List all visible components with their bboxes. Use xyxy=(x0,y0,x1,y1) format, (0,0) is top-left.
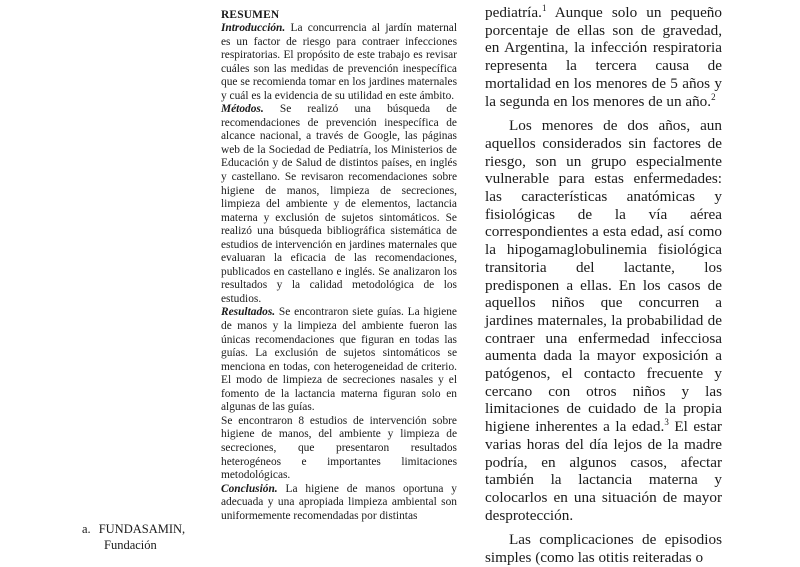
methods-text: Se realizó una búsqueda de recomendaciones de prevención inespecífica de alcance nacional, a través de Google, las páginas web de la Sociedad de Pediatría, los Ministerios de Educación y de Salud de distintos países, en inglés y castellano. Se revisaron recomendaciones sobre higiene de manos, limpieza de secreciones, limpieza del ambiente y de elementos, lactancia materna y exclusión de sujetos sintomáticos. Se realizó una búsqueda bibliográfica sistemática de estudios de intervención en jardines maternales que evaluaran la eficacia de las recomendaciones, publicados en castellano e inglés. Se analizaron los resultados y la calidad metodológica de los estudios. xyxy=(221,103,457,305)
results-text: Se encontraron siete guías. La higiene de manos y la limpieza del ambiente fueron las únicas recomendaciones que figuran en todas las guías. La exclusión de sujetos sintomáticos se menciona en todas, con heterogeneidad de criterio. El modo de limpieza de secreciones nasales y el fomento de la lactancia materna figuran solo en algunas de las guías. xyxy=(221,306,457,414)
citation-ref: 1 xyxy=(541,2,547,13)
abstract-results xyxy=(221,306,457,414)
footnote-line-1 xyxy=(82,521,212,537)
results-label: Resultados. xyxy=(221,306,276,319)
conclusion-label: Conclusión. xyxy=(221,482,278,495)
affiliation-footnote xyxy=(82,521,212,553)
body-p1-start: pediatría. xyxy=(485,4,542,21)
abstract-title: RESUMEN xyxy=(221,9,280,21)
footnote-line-2: Fundación xyxy=(104,538,157,552)
abstract-column xyxy=(221,8,457,523)
body-paragraph-2 xyxy=(485,117,722,524)
conclusion-text: La higiene de manos oportuna y adecuada y una apropiada limpieza ambiental son uniformemente recomendadas por distintas xyxy=(221,482,457,522)
footnote-mark: a. xyxy=(82,522,91,536)
body-p2-continued: El estar varias horas del día lejos de la madre podría, en algunos casos, afectar también la lactancia materna y colocarlos en una situación de mayor desprotección. xyxy=(485,418,722,524)
abstract-methods xyxy=(221,103,457,306)
abstract-introduction xyxy=(221,22,457,103)
body-paragraph-3: Las complicaciones de episodios simples (como las otitis reiteradas o xyxy=(485,531,722,567)
abstract-conclusion xyxy=(221,483,457,524)
body-paragraph-1 xyxy=(485,4,722,110)
body-column xyxy=(485,4,722,567)
introduction-label: Introducción. xyxy=(221,22,286,34)
methods-label: Métodos. xyxy=(221,103,264,116)
footnote-org: FUNDASAMIN, xyxy=(98,522,186,536)
abstract-results-continued: Se encontraron 8 estudios de intervención sobre higiene de manos, del ambiente y limpieza de secreciones, que presentaron resultados heterogéneos e importantes limitaciones metodológicas. xyxy=(221,414,457,482)
citation-ref: 3 xyxy=(664,417,669,428)
body-p2-text: Los menores de dos años, aun aquellos considerados sin factores de riesgo, son un grupo especialmente vulnerable para estas enfermedades: las características anatómicas y fisiológicas de la vía aérea correspondientes a esta edad, así como la hipogamaglobulinemia fisiológica transitoria del lactante, los predisponen a ellas. En los casos de aquellos niños que concurren a jardines maternales, la probabilidad de contraer una enfermedad infecciosa aumenta dada la mayor exposición a patógenos, el contacto frecuente y cercano con otros niños y las limitaciones de cuidado de la propia higiene inherentes a la edad. xyxy=(485,117,722,436)
body-p1-text: Aunque solo un pequeño porcentaje de ellas son de gravedad, en Argentina, la infección respiratoria representa la tercera causa de mortalidad en los menores de 5 años y la segunda en los menores de un año. xyxy=(485,4,722,110)
introduction-text: La concurrencia al jardín maternal es un factor de riesgo para contraer infecciones respiratorias. El propósito de este trabajo es revisar cuáles son las medidas de prevención inespecífica que se recomienda tomar en los jardines maternales y cuál es la evidencia de su utilidad en este ámbito. xyxy=(221,22,457,102)
citation-ref: 2 xyxy=(711,91,716,102)
